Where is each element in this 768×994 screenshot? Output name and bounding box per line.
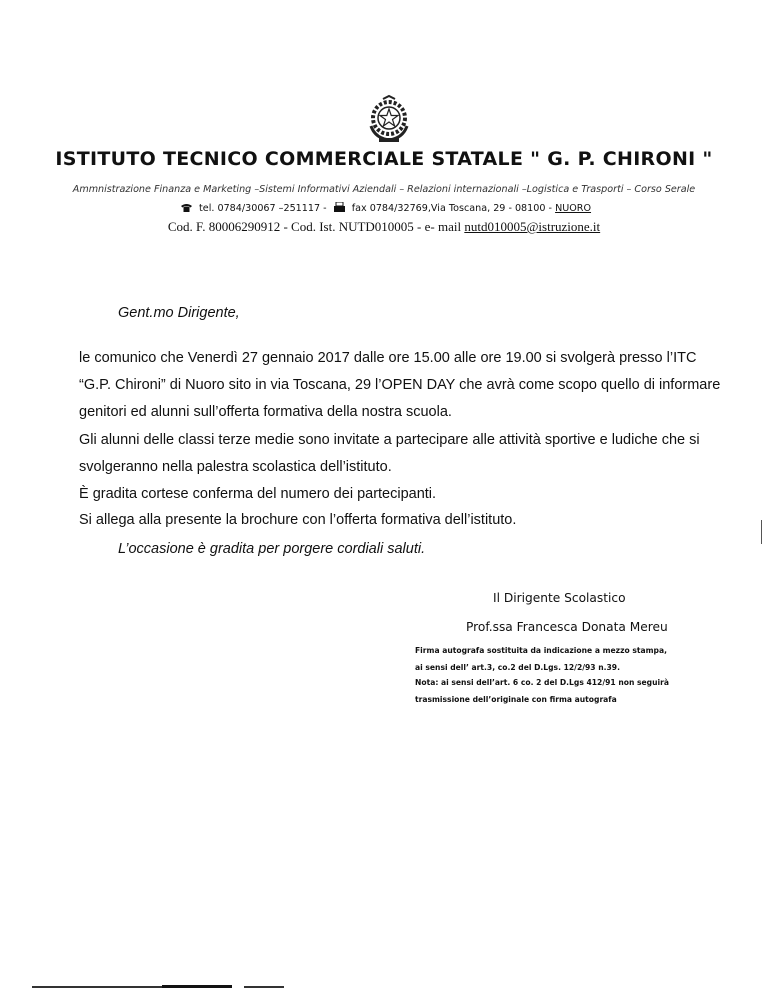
scan-bottom-mark <box>244 986 284 988</box>
signatory-name: Prof.ssa Francesca Donata Mereu <box>466 620 668 634</box>
fax-icon <box>334 202 345 212</box>
codes-text: Cod. F. 80006290912 - Cod. Ist. NUTD010005 - e- mail <box>167 219 462 234</box>
letter-paragraph-4: Si allega alla presente la brochure con l’offerta formativa dell’istituto. <box>79 512 517 528</box>
letter-closing: L’occasione è gradita per porgere cordiali saluti. <box>118 541 426 557</box>
signatory-role: Il Dirigente Scolastico <box>493 591 626 605</box>
institute-codes <box>0 219 768 235</box>
scan-bottom-mark <box>32 986 162 988</box>
signature-note: Firma autografa sostituita da indicazione a mezzo stampa, ai sensi dell’ art.3, co.2 del D.Lgs. 12/2/93 n.39. <box>415 646 667 672</box>
city-text: NUORO <box>555 203 592 214</box>
letter-paragraph-1: le comunico che Venerdì 27 gennaio 2017 dalle ore 15.00 alle ore 19.00 si svolgerà presso l’ITC “G.P. Chironi” di Nuoro sito in via Toscana, 29 l’OPEN DAY che avrà come scopo quello di informare genitori ed alunni sull’offerta formativa della nostra scuola. <box>79 350 721 420</box>
letter-salutation: Gent.mo Dirigente, <box>118 305 240 321</box>
scan-bottom-mark <box>162 985 232 988</box>
letter-paragraph-3: È gradita cortese conferma del numero dei partecipanti. <box>79 486 437 502</box>
institute-title: ISTITUTO TECNICO COMMERCIALE STATALE " G. P. CHIRONI " <box>55 148 713 170</box>
scan-edge-mark <box>761 520 762 544</box>
transmission-note: Nota: ai sensi dell’art. 6 co. 2 del D.Lgs 412/91 non seguirà trasmissione dell’originale con firma autografa <box>415 678 669 704</box>
institute-courses: Ammnistrazione Finanza e Marketing –Sistemi Informativi Aziendali – Relazioni internazionali –Logistica e Trasporti – Corso Serale <box>72 184 696 195</box>
phone-icon <box>181 203 192 212</box>
telephone-text: tel. 0784/30067 –251117 - <box>199 203 327 214</box>
email-link[interactable]: nutd010005@istruzione.it <box>464 219 601 234</box>
institute-contacts <box>0 202 768 214</box>
fax-address-text: fax 0784/32769,Via Toscana, 29 - 08100 - <box>351 203 552 214</box>
italian-republic-emblem-icon <box>363 94 415 146</box>
letter-paragraph-2: Gli alunni delle classi terze medie sono invitate a partecipare alle attività sportive e ludiche che si svolgeranno nella palestra scolastica dell’istituto. <box>79 432 700 475</box>
